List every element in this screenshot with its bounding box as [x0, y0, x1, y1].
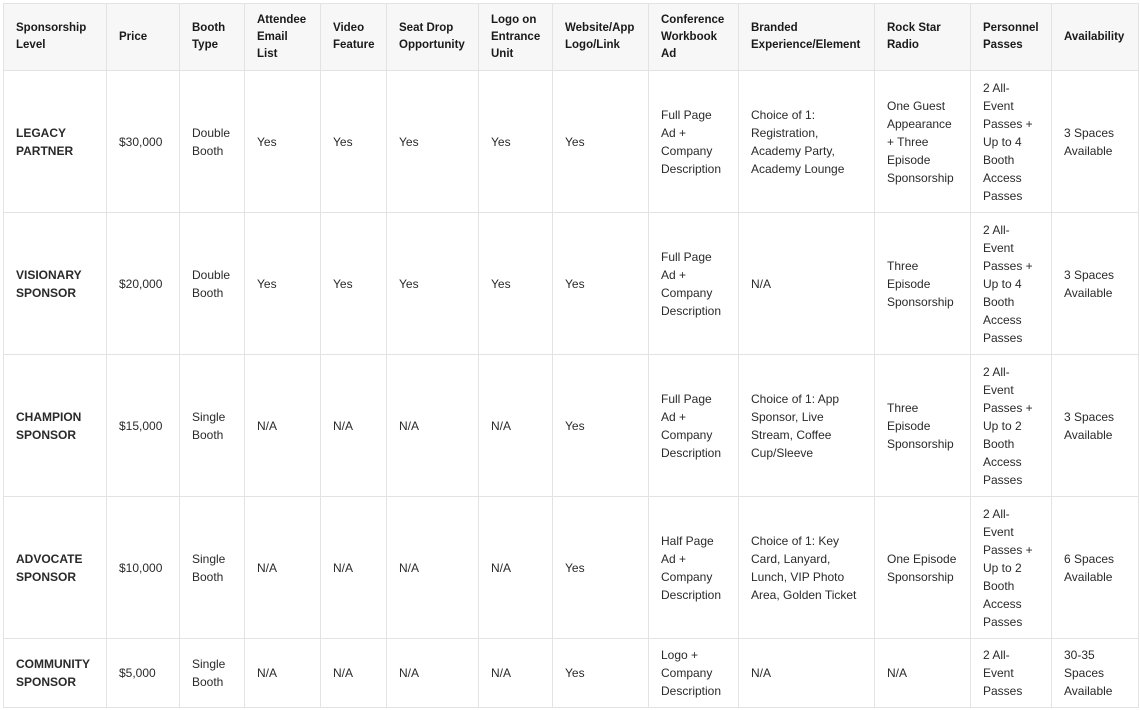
price-cell: $20,000 — [107, 213, 180, 355]
table-row — [4, 355, 1139, 497]
branded-experience-cell: Choice of 1: Key Card, Lanyard, Lunch, VIP Photo Area, Golden Ticket — [739, 497, 875, 639]
website-logo-cell: Yes — [553, 213, 649, 355]
table-row — [4, 71, 1139, 213]
website-logo-cell: Yes — [553, 355, 649, 497]
seat-drop-cell: Yes — [387, 71, 479, 213]
branded-experience-cell: N/A — [739, 639, 875, 708]
workbook-ad-cell: Full Page Ad + Company Description — [649, 213, 739, 355]
email-list-cell: Yes — [245, 71, 321, 213]
entrance-logo-cell: Yes — [479, 213, 553, 355]
branded-experience-cell: N/A — [739, 213, 875, 355]
availability-cell: 30-35 Spaces Available — [1052, 639, 1139, 708]
sponsorship-level-cell: VISIONARY SPONSOR — [4, 213, 107, 355]
email-list-cell: N/A — [245, 355, 321, 497]
radio-cell: One Guest Appearance + Three Episode Sponsorship — [875, 71, 971, 213]
booth-type-cell: Single Booth — [180, 355, 245, 497]
passes-cell: 2 All-Event Passes + Up to 4 Booth Access Passes — [971, 213, 1052, 355]
booth-type-cell: Double Booth — [180, 71, 245, 213]
price-cell: $15,000 — [107, 355, 180, 497]
branded-experience-cell: Choice of 1: App Sponsor, Live Stream, Coffee Cup/Sleeve — [739, 355, 875, 497]
seat-drop-cell: N/A — [387, 497, 479, 639]
workbook-ad-cell: Half Page Ad + Company Description — [649, 497, 739, 639]
radio-cell: N/A — [875, 639, 971, 708]
price-cell: $10,000 — [107, 497, 180, 639]
radio-cell: One Episode Sponsorship — [875, 497, 971, 639]
video-feature-cell: N/A — [321, 355, 387, 497]
table-row — [4, 213, 1139, 355]
column-header: Seat Drop Opportunity — [387, 4, 479, 71]
sponsorship-level-cell: COMMUNITY SPONSOR — [4, 639, 107, 708]
sponsorship-level-cell: LEGACY PARTNER — [4, 71, 107, 213]
price-cell: $30,000 — [107, 71, 180, 213]
availability-cell: 6 Spaces Available — [1052, 497, 1139, 639]
table-row — [4, 639, 1139, 708]
sponsorship-level-cell: ADVOCATE SPONSOR — [4, 497, 107, 639]
column-header: Price — [107, 4, 180, 71]
column-header: Logo on Entrance Unit — [479, 4, 553, 71]
seat-drop-cell: Yes — [387, 213, 479, 355]
video-feature-cell: N/A — [321, 497, 387, 639]
availability-cell: 3 Spaces Available — [1052, 213, 1139, 355]
passes-cell: 2 All-Event Passes + Up to 2 Booth Access Passes — [971, 497, 1052, 639]
email-list-cell: N/A — [245, 497, 321, 639]
video-feature-cell: N/A — [321, 639, 387, 708]
email-list-cell: Yes — [245, 213, 321, 355]
table-row — [4, 497, 1139, 639]
website-logo-cell: Yes — [553, 71, 649, 213]
seat-drop-cell: N/A — [387, 639, 479, 708]
passes-cell: 2 All-Event Passes + Up to 2 Booth Access Passes — [971, 355, 1052, 497]
passes-cell: 2 All-Event Passes — [971, 639, 1052, 708]
column-header: Attendee Email List — [245, 4, 321, 71]
workbook-ad-cell: Logo + Company Description — [649, 639, 739, 708]
website-logo-cell: Yes — [553, 639, 649, 708]
entrance-logo-cell: N/A — [479, 355, 553, 497]
workbook-ad-cell: Full Page Ad + Company Description — [649, 71, 739, 213]
column-header: Availability — [1052, 4, 1139, 71]
column-header: Personnel Passes — [971, 4, 1052, 71]
workbook-ad-cell: Full Page Ad + Company Description — [649, 355, 739, 497]
entrance-logo-cell: Yes — [479, 71, 553, 213]
seat-drop-cell: N/A — [387, 355, 479, 497]
table-header-row — [4, 4, 1139, 71]
video-feature-cell: Yes — [321, 71, 387, 213]
passes-cell: 2 All-Event Passes + Up to 4 Booth Access Passes — [971, 71, 1052, 213]
website-logo-cell: Yes — [553, 497, 649, 639]
column-header: Branded Experience/Element — [739, 4, 875, 71]
radio-cell: Three Episode Sponsorship — [875, 213, 971, 355]
column-header: Sponsorship Level — [4, 4, 107, 71]
radio-cell: Three Episode Sponsorship — [875, 355, 971, 497]
column-header: Video Feature — [321, 4, 387, 71]
entrance-logo-cell: N/A — [479, 639, 553, 708]
booth-type-cell: Single Booth — [180, 639, 245, 708]
column-header: Conference Workbook Ad — [649, 4, 739, 71]
entrance-logo-cell: N/A — [479, 497, 553, 639]
email-list-cell: N/A — [245, 639, 321, 708]
booth-type-cell: Double Booth — [180, 213, 245, 355]
price-cell: $5,000 — [107, 639, 180, 708]
booth-type-cell: Single Booth — [180, 497, 245, 639]
sponsorship-level-cell: CHAMPION SPONSOR — [4, 355, 107, 497]
column-header: Rock Star Radio — [875, 4, 971, 71]
availability-cell: 3 Spaces Available — [1052, 71, 1139, 213]
availability-cell: 3 Spaces Available — [1052, 355, 1139, 497]
sponsorship-table — [3, 3, 1139, 708]
branded-experience-cell: Choice of 1: Registration, Academy Party, Academy Lounge — [739, 71, 875, 213]
column-header: Booth Type — [180, 4, 245, 71]
column-header: Website/App Logo/Link — [553, 4, 649, 71]
video-feature-cell: Yes — [321, 213, 387, 355]
